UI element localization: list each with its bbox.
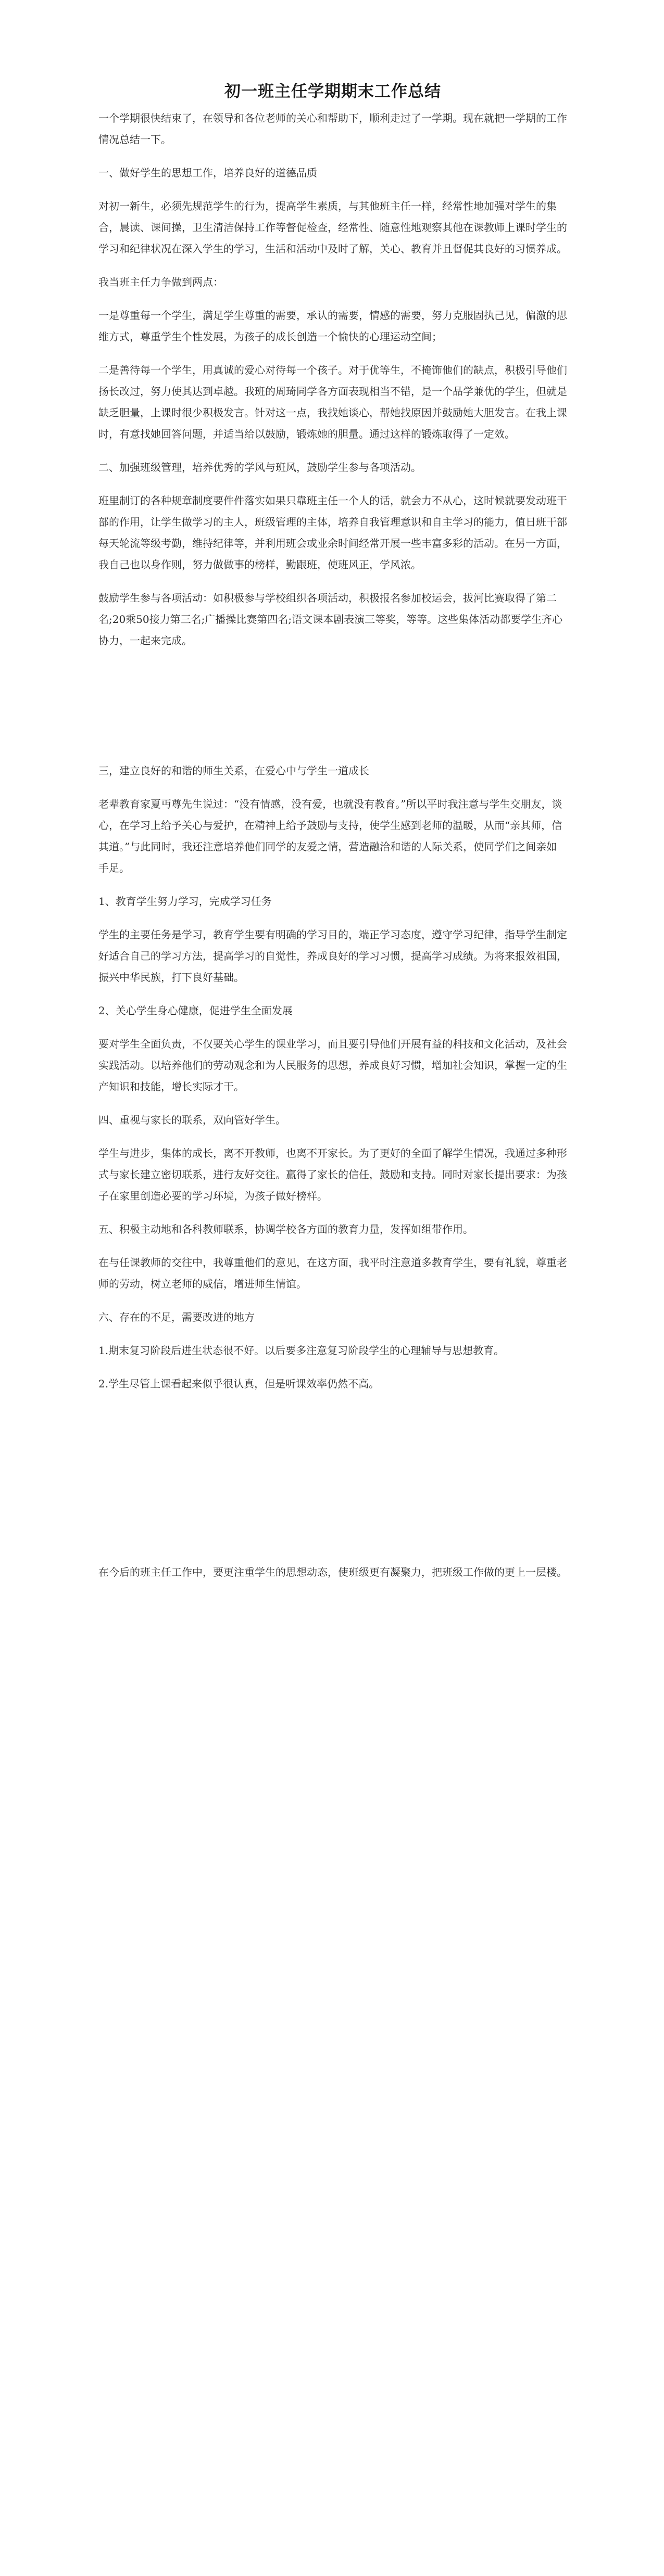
section-heading: 三，建立良好的和谐的师生关系，在爱心中与学生一道成长 (98, 764, 369, 777)
subsection-heading: 1、教育学生努力学习，完成学习任务 (98, 895, 272, 908)
paragraph: 老辈教育家夏丏尊先生说过：“没有情感，没有爱，也就没有教育。”所以平时我注意与学生交朋友，谈心，在学习上给予关心与爱护，在精神上给予鼓励与支持，使学生感到老师的温暖，从而“亲其师，信其道。”与此同时，我还注意培养他们同学的友爱之情，营造融洽和谐的人际关系，使同学们之间亲如手足。 (98, 798, 562, 874)
section-heading: 四、重视与家长的联系，双向管好学生。 (98, 1114, 286, 1126)
paragraph: 班里制订的各种规章制度要件件落实如果只靠班主任一个人的话，就会力不从心，这时候就要发动班干部的作用，让学生做学习的主人，班级管理的主体，培养自我管理意识和自主学习的能力，值日班干部每天轮流等级考勤，维持纪律等，并利用班会或业余时间经常开展一些丰富多彩的活动。在另一方面，我自己也以身作则，努力做做事的榜样，勤跟班，使班风正，学风浓。 (98, 494, 567, 571)
subsection-heading: 2、关心学生身心健康，促进学生全面发展 (98, 1004, 293, 1017)
paragraph: 在与任课教师的交往中，我尊重他们的意见，在这方面，我平时注意道多教育学生，要有礼貌，尊重老师的劳动，树立老师的威信，增进师生情谊。 (98, 1256, 567, 1290)
paragraph: 对初一新生，必须先规范学生的行为，提高学生素质，与其他班主任一样，经常性地加强对学生的集合，晨读、课间操，卫生清洁保持工作等督促检查，经常性、随意性地观察其他在课教师上课时学生的学习和纪律状况在深入学生的学习，生活和活动中及时了解，关心、教育并且督促其良好的习惯养成。 (98, 200, 567, 255)
paragraph: 要对学生全面负责，不仅要关心学生的课业学习，而且要引导他们开展有益的科技和文化活动，及社会实践活动。以培养他们的劳动观念和为人民服务的思想，养成良好习惯，增加社会知识，掌握一定的生产知识和技能，增长实际才干。 (98, 1038, 567, 1093)
paragraph: 鼓励学生参与各项活动：如积极参与学校组织各项活动，积极报名参加校运会，拔河比赛取得了第二名;20乘50接力第三名;广播操比赛第四名;语文课本剧表演三等奖，等等。这些集体活动都要学生齐心协力，一起来完成。 (98, 592, 563, 647)
document-page (98, 78, 567, 1595)
paragraph: 我当班主任力争做到两点： (98, 276, 223, 288)
list-item: 2.学生尽管上课看起来似乎很认真，但是听课效率仍然不高。 (98, 1378, 380, 1390)
section-heading: 五、积极主动地和各科教师联系，协调学校各方面的教育力量，发挥如组带作用。 (98, 1223, 473, 1235)
blank-space (98, 1407, 567, 1562)
document-title: 初一班主任学期期末工作总结 (224, 82, 441, 101)
paragraph: 一是尊重每一个学生，满足学生尊重的需要，承认的需要，情感的需要，努力克服固执己见，偏激的思维方式，尊重学生个性发展，为孩子的成长创造一个愉快的心理运动空间； (98, 309, 567, 343)
paragraph: 一个学期很快结束了，在领导和各位老师的关心和帮助下，顺利走过了一学期。现在就把一学期的工作情况总结一下。 (98, 112, 567, 146)
paragraph: 在今后的班主任工作中，要更注重学生的思想动态，使班级更有凝聚力，把班级工作做的更上一层楼。 (98, 1566, 567, 1578)
paragraph: 二是善待每一个学生，用真诚的爱心对待每一个孩子。对于优等生，不掩饰他们的缺点，积极引导他们扬长改过，努力使其达到卓越。我班的周琦同学各方面表现相当不错，是一个品学兼优的学生，但就是缺乏胆量，上课时很少积极发言。针对这一点，我找她谈心，帮她找原因并鼓励她大胆发言。在我上课时，有意找她回答问题，并适当给以鼓励，锻炼她的胆量。通过这样的锻炼取得了一定效。 (98, 364, 567, 440)
list-item: 1.期末复习阶段后进生状态很不好。以后要多注意复习阶段学生的心理辅导与思想教育。 (98, 1344, 505, 1357)
section-heading: 二、加强班级管理，培养优秀的学风与班风，鼓励学生参与各项活动。 (98, 461, 421, 474)
paragraph: 学生与进步，集体的成长，离不开教师，也离不开家长。为了更好的全面了解学生情况，我通过多种形式与家长建立密切联系，进行友好交往。赢得了家长的信任，鼓励和支持。同时对家长提出要求：为孩子在家里创造必要的学习环境，为孩子做好榜样。 (98, 1147, 567, 1202)
paragraph: 学生的主要任务是学习，教育学生要有明确的学习目的，端正学习态度，遵守学习纪律，指导学生制定好适合自己的学习方法，提高学习的自觉性，养成良好的学习习惯，提高学习成绩。为将来报效祖国，振兴中华民族，打下良好基础。 (98, 928, 567, 984)
blank-space (98, 664, 567, 760)
section-heading: 六、存在的不足，需要改进的地方 (98, 1311, 255, 1323)
section-heading: 一、做好学生的思想工作，培养良好的道德品质 (98, 167, 317, 179)
